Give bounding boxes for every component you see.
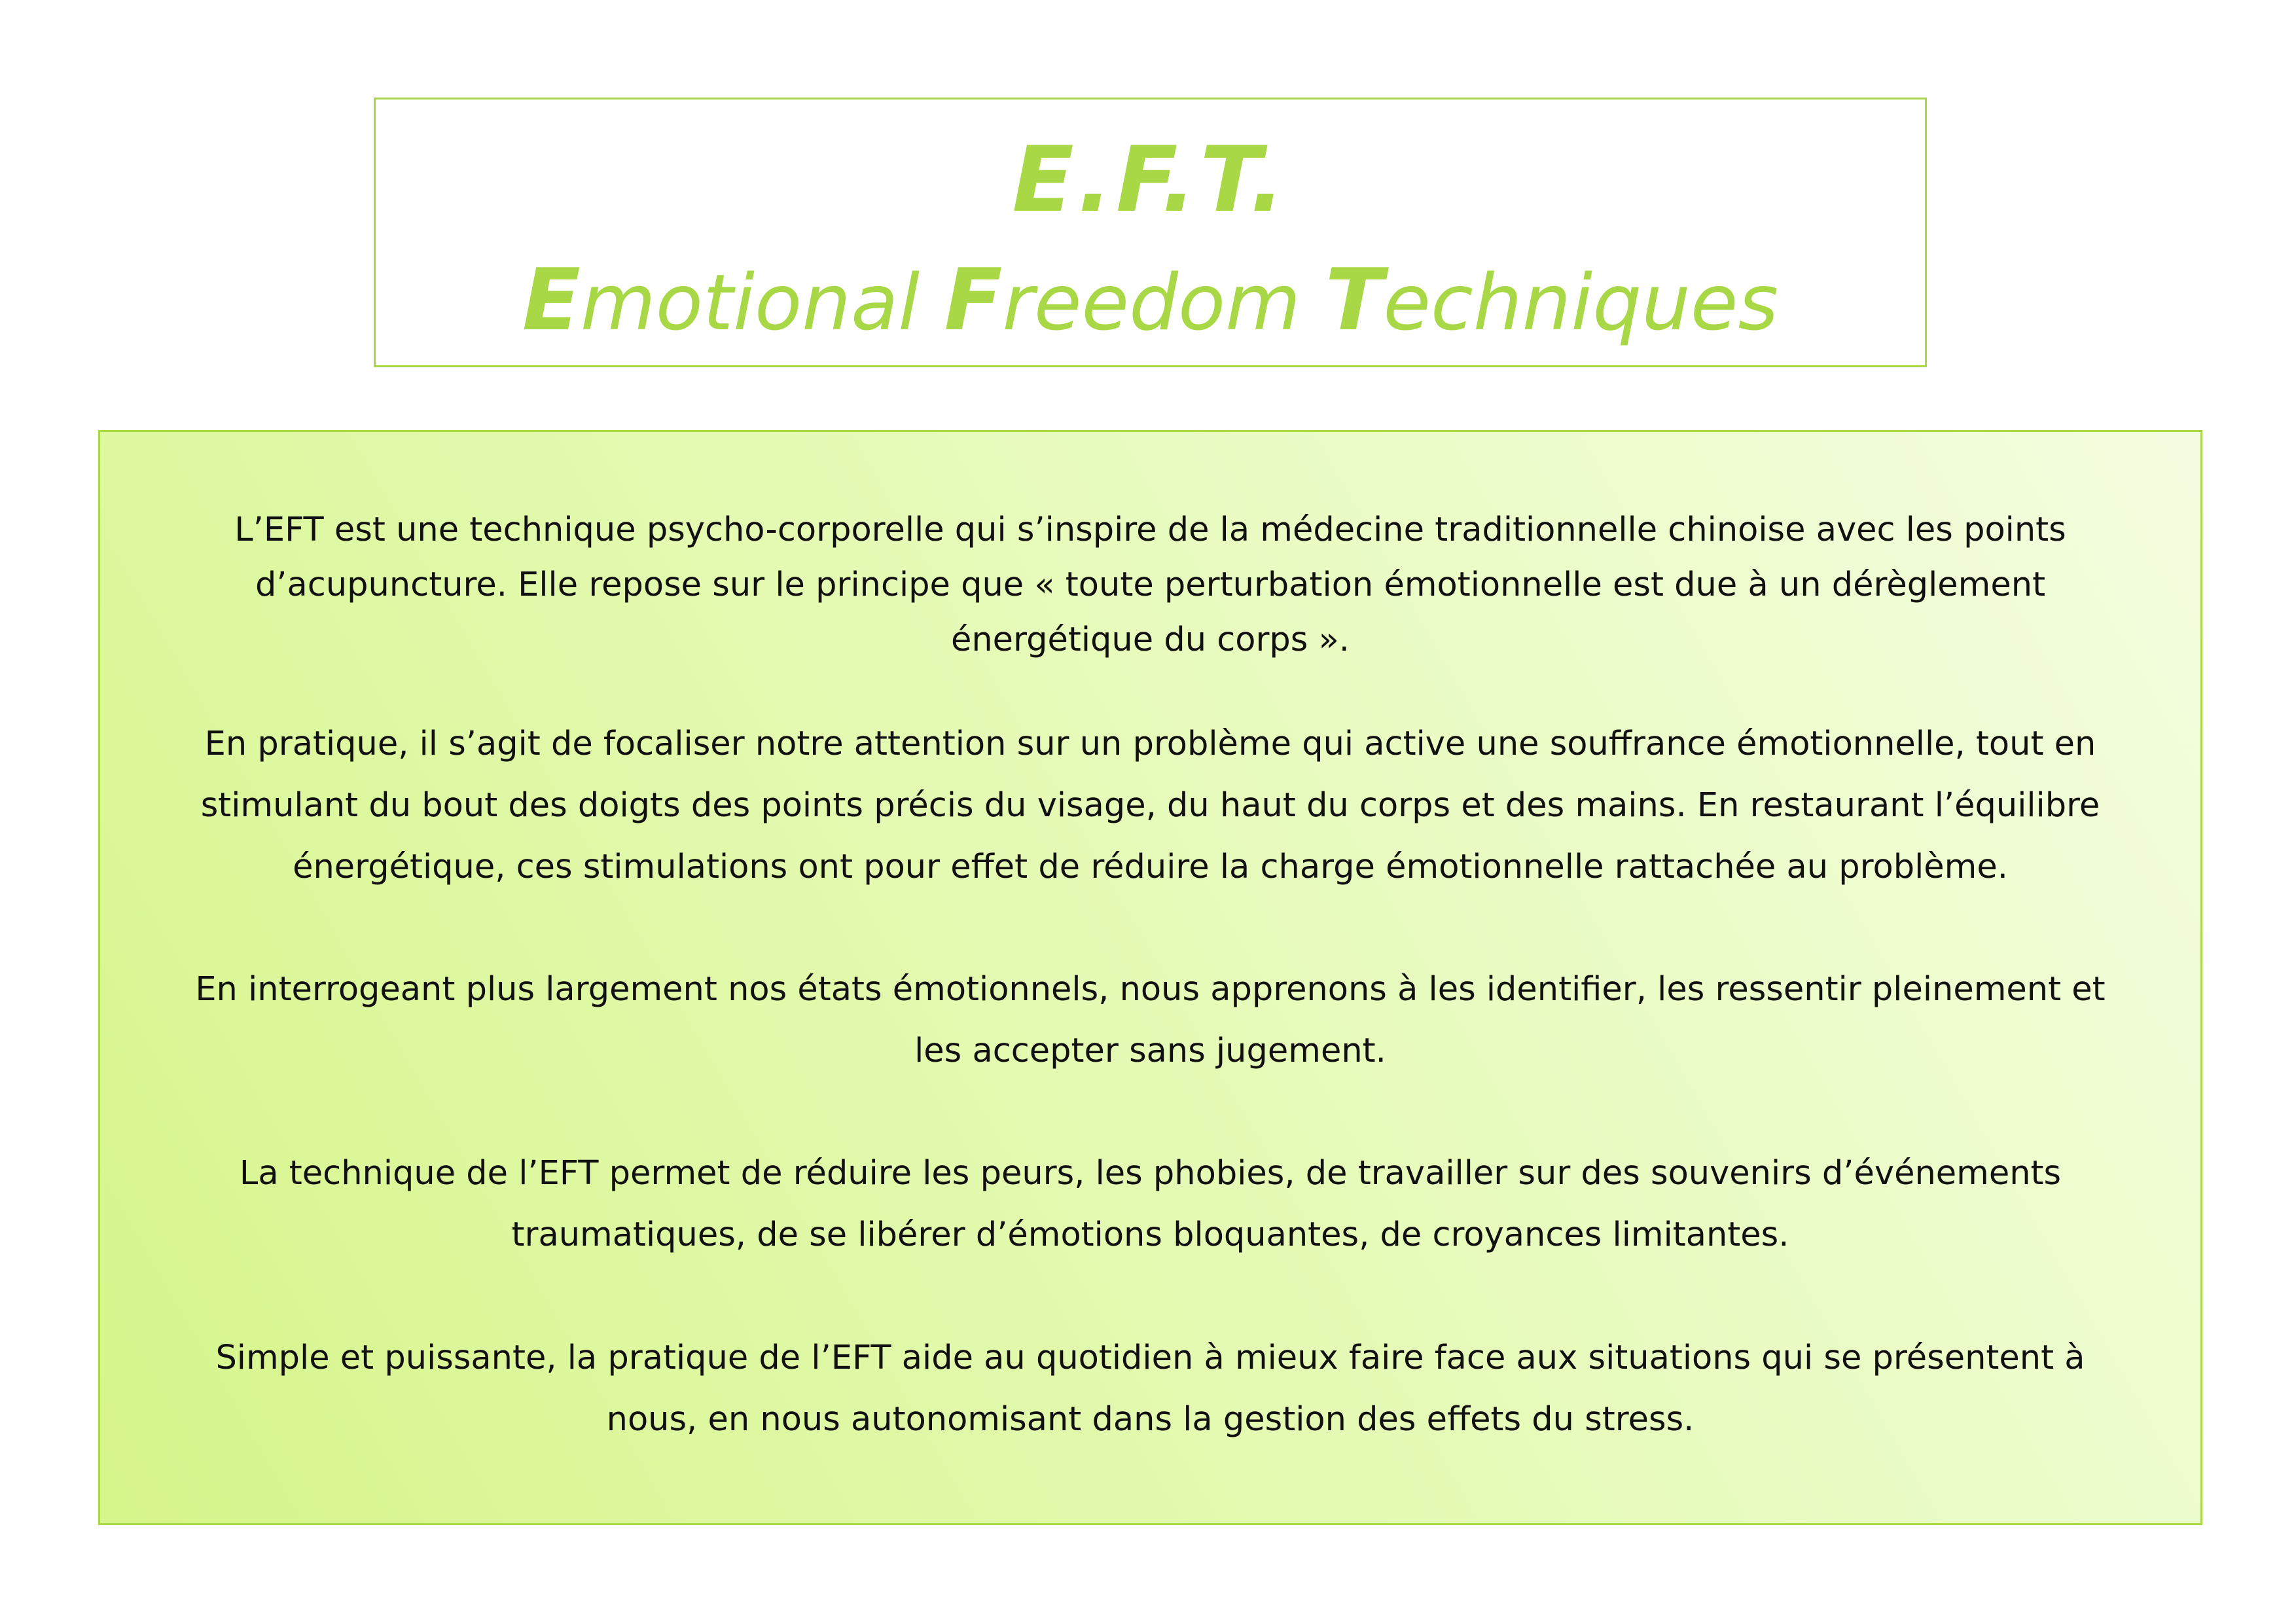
paragraph-practice [126,713,2174,898]
paragraph-benefits [126,1143,2174,1266]
page-title: E.F.T. [1012,127,1289,232]
page-subtitle [376,249,1925,351]
title-box [374,98,1927,367]
paragraph-line: L’EFT est une technique psycho-corporelle qui s’inspire de la médecine traditionnelle chinoise avec les points [234,511,2066,549]
paragraph-line: La technique de l’EFT permet de réduire les peurs, les phobies, de travailler sur des souvenirs d’événements [239,1154,2062,1193]
paragraph-line: les accepter sans jugement. [914,1032,1386,1070]
paragraph-line: énergétique, ces stimulations ont pour effet de réduire la charge émotionnelle rattachée au problème. [293,848,2008,886]
paragraph-line: traumatiques, de se libérer d’émotions bloquantes, de croyances limitantes. [511,1216,1789,1254]
paragraph-line: nous, en nous autonomisant dans la gestion des effets du stress. [606,1400,1695,1439]
subtitle-word-freedom: reedom [1002,257,1325,348]
paragraph-intro [126,503,2174,668]
paragraph-line: stimulant du bout des doigts des points précis du visage, du haut du corps et des mains. En restaurant l’équilibre [200,786,2100,825]
paragraph-conclusion [126,1327,2174,1451]
subtitle-initial-t: T [1325,250,1384,350]
paragraph-line: énergétique du corps ». [950,621,1350,659]
content-box [98,430,2202,1525]
paragraph-line: Simple et puissante, la pratique de l’EFT aide au quotidien à mieux faire face aux situations qui se présentent à [215,1339,2085,1377]
paragraph-line: En interrogeant plus largement nos états émotionnels, nous apprenons à les identifier, les ressentir pleinement et [195,970,2106,1009]
subtitle-initial-f: F [944,250,1003,350]
subtitle-word-emotional: motional [580,257,944,348]
paragraph-line: En pratique, il s’agit de focaliser notre attention sur un problème qui active une souffrance émotionnelle, tout en [204,725,2096,763]
subtitle-word-techniques: echniques [1383,257,1778,348]
paragraph-emotional-states [126,959,2174,1082]
subtitle-initial-e: E [522,250,581,350]
paragraph-line: d’acupuncture. Elle repose sur le principe que « toute perturbation émotionnelle est due à un dérèglement [255,566,2046,604]
